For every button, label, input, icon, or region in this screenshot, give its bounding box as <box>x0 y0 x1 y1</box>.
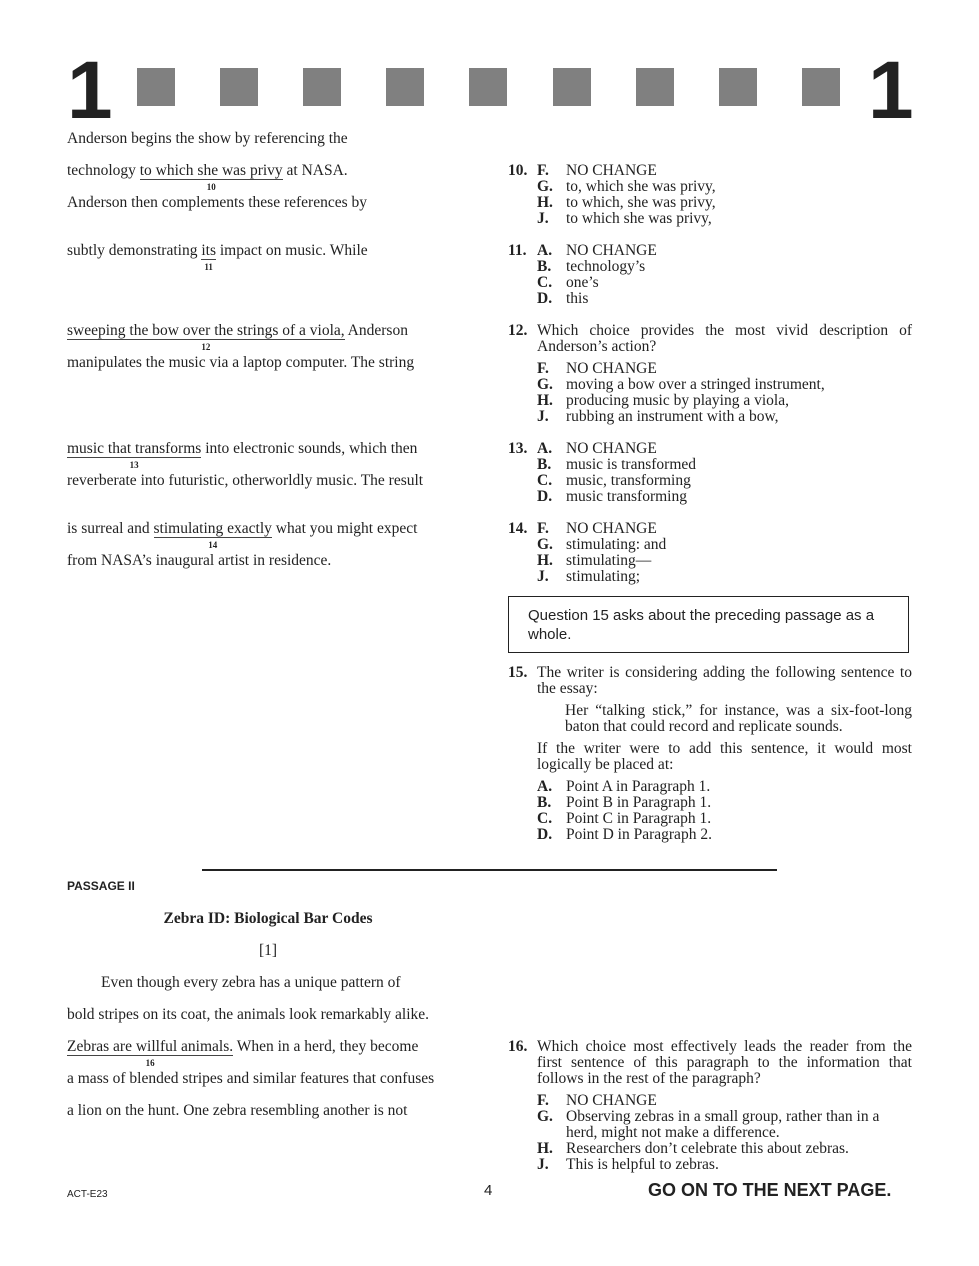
answer-option <box>537 1093 912 1109</box>
passage-line <box>67 355 414 371</box>
option-text: Point C in Paragraph 1. <box>566 810 712 827</box>
underlined-text: its <box>201 242 216 259</box>
option-letter: G. <box>537 536 553 553</box>
page-number: 4 <box>484 1182 493 1199</box>
passage-line <box>67 1071 434 1087</box>
option-text: stimulating: and <box>566 536 667 553</box>
line-text: reverberate into futuristic, otherworldly music. The result <box>67 472 424 489</box>
option-letter: H. <box>537 552 553 569</box>
passage-line <box>67 131 348 147</box>
option-text: stimulating; <box>566 568 641 585</box>
question-reference-number: 10 <box>206 182 216 192</box>
header-square <box>469 68 507 106</box>
paragraph-marker: [1] <box>258 942 278 959</box>
section-number-left: 1 <box>67 45 113 136</box>
question-number: 15. <box>508 664 528 681</box>
option-text: moving a bow over a stringed instrument, <box>566 376 825 393</box>
option-text: music, transforming <box>566 472 691 489</box>
question-reference-number: 16 <box>145 1058 155 1068</box>
option-letter: G. <box>537 376 553 393</box>
answer-option <box>537 361 912 377</box>
option-text: NO CHANGE <box>566 162 657 179</box>
line-text: technology <box>67 162 140 179</box>
answer-option <box>508 243 912 259</box>
answer-option <box>508 553 912 569</box>
option-letter: B. <box>537 258 552 275</box>
spacer <box>508 489 537 505</box>
answer-option <box>537 827 912 843</box>
question-number: 12. <box>508 322 528 339</box>
option-letter: A. <box>537 778 553 795</box>
question-13 <box>508 441 912 505</box>
option-letter: D. <box>537 290 553 307</box>
option-text: producing music by playing a viola, <box>566 392 789 409</box>
passage-line <box>67 162 348 192</box>
line-text: bold stripes on its coat, the animals look remarkably alike. <box>67 1006 430 1023</box>
question-14 <box>508 521 912 585</box>
answer-option <box>508 195 912 211</box>
question-number: 13. <box>508 440 528 457</box>
spacer <box>508 569 537 585</box>
option-letter: H. <box>537 392 553 409</box>
answer-option <box>508 489 912 505</box>
answer-option <box>537 409 912 425</box>
answer-option <box>537 811 912 827</box>
option-text: this <box>566 290 589 307</box>
answer-option <box>537 795 912 811</box>
header-square <box>719 68 757 106</box>
passage-line <box>101 975 401 991</box>
question-reference-number: 14 <box>208 540 218 550</box>
option-letter: C. <box>537 274 553 291</box>
underlined-text: stimulating exactly <box>153 520 272 537</box>
question-reference-number: 13 <box>129 460 139 470</box>
passage-divider <box>202 869 777 871</box>
spacer <box>508 259 537 275</box>
passage-line <box>67 1007 429 1023</box>
spacer <box>508 195 537 211</box>
line-text: Even though every zebra has a unique pattern of <box>101 974 401 991</box>
spacer <box>508 179 537 195</box>
option-text: rubbing an instrument with a bow, <box>566 408 779 425</box>
line-text: into electronic sounds, which then <box>201 440 418 457</box>
passage-line <box>67 473 423 489</box>
passage-line <box>67 1038 419 1068</box>
underlined-portion <box>67 322 345 352</box>
passage-line <box>67 520 418 550</box>
underlined-text: music that transforms <box>67 440 202 457</box>
spacer <box>508 473 537 489</box>
answer-option <box>537 1141 912 1157</box>
passage-line <box>67 1103 407 1119</box>
option-letter: H. <box>537 1140 553 1157</box>
spacer <box>508 457 537 473</box>
question-number: 14. <box>508 520 528 537</box>
option-letter: F. <box>537 360 549 377</box>
underlined-text: Zebras are willful animals. <box>67 1038 234 1055</box>
answer-option <box>508 457 912 473</box>
header-square <box>553 68 591 106</box>
question-number: 16. <box>508 1038 528 1055</box>
option-letter: J. <box>537 1156 549 1173</box>
passage-line <box>67 322 408 352</box>
option-text: technology’s <box>566 258 646 275</box>
line-text: Anderson <box>344 322 408 339</box>
header-square <box>303 68 341 106</box>
underlined-portion <box>153 520 272 550</box>
question-number: 10. <box>508 162 528 179</box>
answer-option <box>508 473 912 489</box>
form-code: ACT-E23 <box>67 1189 108 1200</box>
question-reference-number: 12 <box>201 342 211 352</box>
option-letter: F. <box>537 1092 549 1109</box>
question-12 <box>508 323 912 425</box>
header-square <box>636 68 674 106</box>
answer-option <box>508 275 912 291</box>
answer-option <box>508 259 912 275</box>
line-text: a lion on the hunt. One zebra resembling another is not <box>67 1102 408 1119</box>
option-text: Researchers don’t celebrate this about zebras. <box>566 1140 849 1157</box>
option-letter: A. <box>537 242 553 259</box>
option-text: to which she was privy, <box>566 210 712 227</box>
inserted-sentence: Her “talking stick,” for instance, was a six-foot-long baton that could record and replicate sounds. <box>565 702 912 735</box>
option-letter: C. <box>537 810 553 827</box>
go-on-notice: GO ON TO THE NEXT PAGE. <box>648 1180 892 1200</box>
question-10 <box>508 163 912 227</box>
spacer <box>508 211 537 227</box>
answer-option <box>537 1109 912 1141</box>
option-letter: F. <box>537 520 549 537</box>
underlined-portion <box>201 242 216 272</box>
passage-line <box>67 242 368 272</box>
question-15 <box>508 665 912 843</box>
question-16 <box>508 1039 912 1173</box>
header-square <box>802 68 840 106</box>
answer-option <box>508 521 912 537</box>
question-prompt: Which choice most effectively leads the reader from the first sentence of this paragraph to the information that follows in the rest of the paragraph? <box>537 1038 912 1087</box>
answer-option <box>537 779 912 795</box>
line-text: what you might expect <box>271 520 418 537</box>
underlined-text: to which she was privy <box>139 162 283 179</box>
passage-line <box>67 440 418 470</box>
line-text: at NASA. <box>282 162 348 179</box>
passage-line <box>67 553 331 569</box>
section-number-right: 1 <box>868 45 914 136</box>
question-stem <box>508 323 912 355</box>
spacer <box>508 291 537 307</box>
option-letter: D. <box>537 488 553 505</box>
header-square <box>137 68 175 106</box>
answer-option <box>537 377 912 393</box>
line-text: from NASA’s inaugural artist in residence. <box>67 552 332 569</box>
answer-option <box>537 393 912 409</box>
option-text: to, which she was privy, <box>566 178 716 195</box>
header-square <box>220 68 258 106</box>
option-text: Observing zebras in a small group, rather than in a herd, might not make a difference. <box>566 1108 880 1141</box>
option-letter: J. <box>537 568 549 585</box>
line-text: a mass of blended stripes and similar features that confuses <box>67 1070 435 1087</box>
header-square <box>386 68 424 106</box>
spacer <box>508 275 537 291</box>
spacer <box>508 553 537 569</box>
option-text: music is transformed <box>566 456 697 473</box>
question-reference-number: 11 <box>204 262 213 272</box>
option-text: NO CHANGE <box>566 360 657 377</box>
underlined-portion <box>67 1038 234 1068</box>
option-text: Point B in Paragraph 1. <box>566 794 712 811</box>
question-prompt: Which choice provides the most vivid description of Anderson’s action? <box>537 322 912 355</box>
line-text: impact on music. While <box>215 242 368 259</box>
answer-option <box>508 569 912 585</box>
underlined-text: sweeping the bow over the strings of a viola, <box>67 322 345 339</box>
underlined-portion <box>139 162 283 192</box>
underlined-portion <box>67 440 202 470</box>
option-letter: C. <box>537 472 553 489</box>
option-text: NO CHANGE <box>566 1092 657 1109</box>
question-stem <box>508 665 912 697</box>
option-letter: B. <box>537 794 552 811</box>
option-letter: J. <box>537 408 549 425</box>
option-letter: G. <box>537 1108 553 1125</box>
question-number: 11. <box>508 242 527 259</box>
answer-option <box>508 163 912 179</box>
option-text: NO CHANGE <box>566 242 657 259</box>
option-letter: G. <box>537 178 553 195</box>
answer-option <box>508 441 912 457</box>
line-text: subtly demonstrating <box>67 242 202 259</box>
option-text: Point A in Paragraph 1. <box>566 778 711 795</box>
option-text: stimulating— <box>566 552 652 569</box>
passage-line <box>67 195 367 211</box>
line-text: When in a herd, they become <box>233 1038 419 1055</box>
option-letter: F. <box>537 162 549 179</box>
answer-option <box>508 291 912 307</box>
spacer <box>508 537 537 553</box>
question-15-note-box: Question 15 asks about the preceding passage as a whole. <box>508 596 909 653</box>
question-stem <box>508 1039 912 1087</box>
question-11 <box>508 243 912 307</box>
option-text: music transforming <box>566 488 687 505</box>
passage-2-title: Zebra ID: Biological Bar Codes <box>163 910 373 927</box>
passage-2-label: PASSAGE II <box>67 879 135 893</box>
line-text: is surreal and <box>67 520 154 537</box>
option-text: This is helpful to zebras. <box>566 1156 719 1173</box>
option-text: NO CHANGE <box>566 520 657 537</box>
answer-option <box>508 179 912 195</box>
question-prompt: The writer is considering adding the following sentence to the essay: <box>537 664 912 697</box>
option-text: to which, she was privy, <box>566 194 716 211</box>
line-text: Anderson begins the show by referencing the <box>67 130 348 147</box>
option-text: Point D in Paragraph 2. <box>566 826 712 843</box>
option-text: NO CHANGE <box>566 440 657 457</box>
answer-option <box>537 1157 912 1173</box>
option-letter: B. <box>537 456 552 473</box>
line-text: Anderson then complements these references by <box>67 194 367 211</box>
option-letter: H. <box>537 194 553 211</box>
option-letter: J. <box>537 210 549 227</box>
question-prompt-continued: If the writer were to add this sentence, it would most logically be placed at: <box>537 740 912 773</box>
answer-option <box>508 537 912 553</box>
option-letter: D. <box>537 826 553 843</box>
option-letter: A. <box>537 440 553 457</box>
option-text: one’s <box>566 274 599 291</box>
answer-option <box>508 211 912 227</box>
line-text: manipulates the music via a laptop computer. The string <box>67 354 415 371</box>
